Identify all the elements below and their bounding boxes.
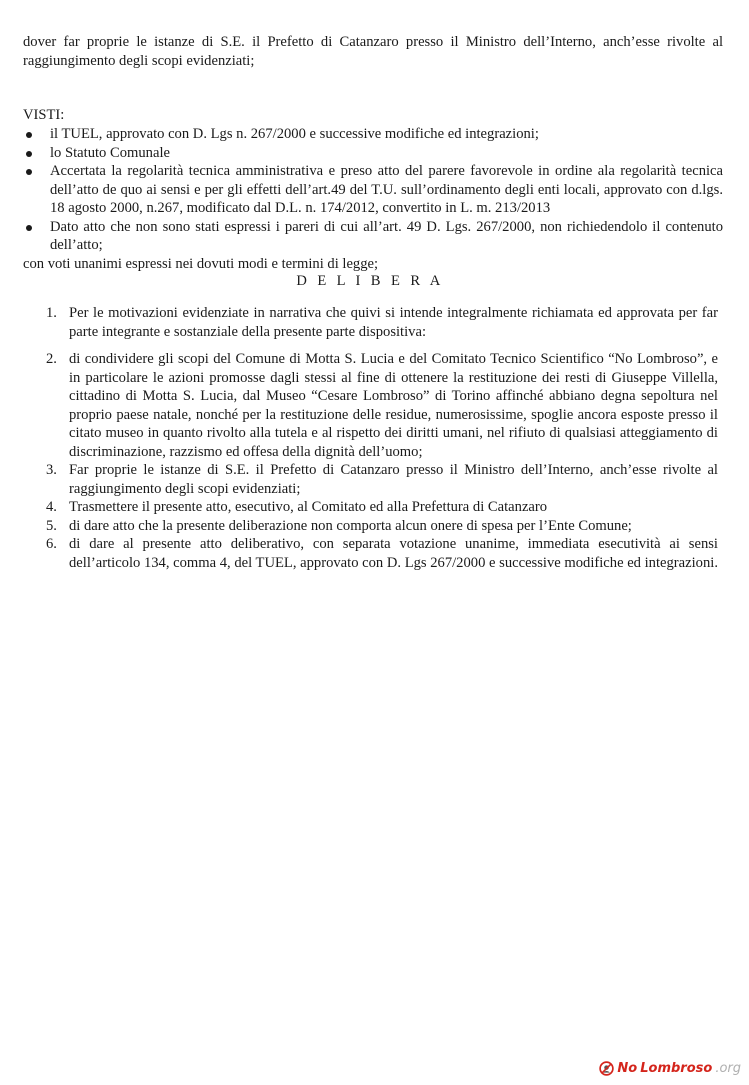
watermark-org: .org (715, 1060, 741, 1076)
item-number: 4. (46, 499, 57, 515)
visti-item (23, 144, 723, 163)
delibera-item-text: Trasmettere il presente atto, esecutivo, al Comitato ed alla Prefettura di Catanzaro (69, 499, 548, 515)
intro-paragraph: dover far proprie le istanze di S.E. il Prefetto di Catanzaro presso il Ministro dell’Interno, anch’esse rivolte al raggiungimento degli scopi evidenziati; (23, 34, 723, 69)
visti-item-text: lo Statuto Comunale (50, 144, 170, 161)
bullet-icon (26, 132, 32, 138)
delibera-item-text: di dare al presente atto deliberativo, con separata votazione unanime, immediata esecutività ai sensi dell’articolo 134, comma 4, del TUEL, approvato con D. Lgs 267/2000 e successive modifiche ed integrazioni. (69, 536, 718, 571)
voti-paragraph: con voti unanimi espressi nei dovuti modi e termini di legge; (23, 256, 379, 272)
visti-item (23, 125, 723, 144)
visti-heading: VISTI: (23, 107, 65, 123)
delibera-item-text: Far proprie le istanze di S.E. il Prefetto di Catanzaro presso il Ministro dell’Interno, anch’esse rivolte al raggiungimento degli scopi evidenziati; (69, 462, 718, 497)
delibera-item (46, 498, 718, 517)
item-number: 6. (46, 536, 57, 552)
visti-item (23, 218, 723, 255)
watermark-no: No (617, 1060, 638, 1076)
delibera-item (46, 535, 718, 572)
item-number: 3. (46, 462, 57, 478)
item-number: 2. (46, 351, 57, 367)
watermark-lombroso: Lombroso (640, 1060, 713, 1076)
site-watermark (599, 1057, 741, 1079)
visti-item (23, 162, 723, 218)
delibera-item (46, 304, 718, 341)
delibera-item (46, 461, 718, 498)
bullet-icon (26, 169, 32, 175)
delibera-item-text: Per le motivazioni evidenziate in narrativa che quivi si intende integralmente richiamata ed approvata per far parte integrante e sostanziale della presente parte dispositiva: (69, 305, 718, 340)
item-number: 1. (46, 305, 57, 321)
delibera-item-text: di dare atto che la presente deliberazione non comporta alcun onere di spesa per l’Ente Comune; (69, 517, 632, 534)
delibera-list (46, 304, 718, 572)
visti-list (23, 125, 723, 255)
visti-item-text: Accertata la regolarità tecnica amministrativa e preso atto del parere favorevole in ordine ala regolarità tecnica dell’atto de quo ai sensi e per gli effetti dell’art.49 del T.U. sull’ordinamento degli enti locali, approvato con d.lgs. 18 agosto 2000, n.267, modificato dal D.L. n. 174/2012, convertito in L. m. 213/2013 (50, 163, 723, 216)
delibera-item-text: di condividere gli scopi del Comune di Motta S. Lucia e del Comitato Tecnico Scientifico “No Lombroso”, e in particolare le azioni promosse dagli stessi al fine di ottenere la restituzione dei resti di Giuseppe Villella, cittadino di Motta S. Lucia, dal Museo “Cesare Lombroso” di Torino affinché abbiano degna sepoltura nel proprio paese natale, nonché per la restituzione delle residue, numerosissime, spoglie ancora esposte presso il citato museo in quanto rivolto alla tutela e al rispetto dei diritti umani, nel rifiuto di qualsiasi atteggiamento di discriminazione, razzismo ed offesa della dignità dell’uomo; (69, 351, 718, 460)
bullet-icon (26, 225, 32, 231)
item-number: 5. (46, 517, 57, 534)
delibera-heading: D E L I B E R A (296, 273, 444, 289)
no-lombroso-logo-icon (599, 1061, 614, 1076)
delibera-item (46, 517, 718, 536)
delibera-item (46, 350, 718, 461)
bullet-icon (26, 151, 32, 157)
visti-item-text: Dato atto che non sono stati espressi i pareri di cui all’art. 49 D. Lgs. 267/2000, non richiedendolo il contenuto dell’atto; (50, 218, 723, 253)
visti-item-text: il TUEL, approvato con D. Lgs n. 267/2000 e successive modifiche ed integrazioni; (50, 126, 539, 142)
